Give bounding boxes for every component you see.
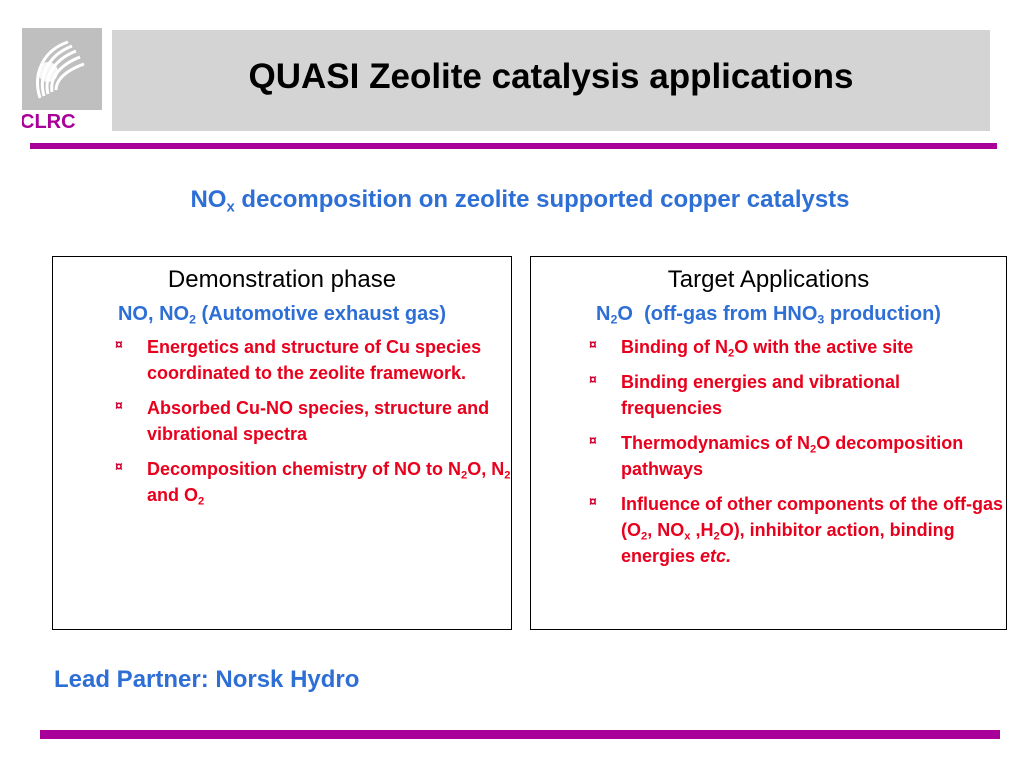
clrc-logo bbox=[22, 28, 112, 132]
text-subscript: 2 bbox=[727, 347, 735, 360]
bullet-text bbox=[589, 334, 1006, 360]
bullet-text: Binding energies and vibrational frequencies bbox=[621, 372, 901, 418]
bottom-divider bbox=[40, 730, 1000, 739]
target-applications-panel bbox=[530, 256, 1007, 630]
bullet-list bbox=[53, 334, 511, 508]
lead-partner: Lead Partner: Norsk Hydro bbox=[54, 666, 360, 693]
panel-lead bbox=[531, 302, 1006, 326]
bullet-text bbox=[589, 491, 1006, 569]
text-part: Decomposition chemistry of NO to N bbox=[147, 459, 462, 479]
bullet-text bbox=[115, 456, 511, 508]
text-subscript: 2 bbox=[713, 530, 720, 543]
bullet-icon: ¤ bbox=[589, 336, 597, 352]
slide-subtitle bbox=[0, 186, 1024, 214]
subtitle-part: decomposition on zeolite supported copper catalysts bbox=[234, 186, 850, 213]
bullet-icon: ¤ bbox=[115, 458, 123, 474]
list-item bbox=[589, 334, 1006, 360]
panel-heading: Target Applications bbox=[667, 266, 870, 293]
subtitle-part: NO bbox=[190, 186, 227, 213]
lead-part: O (off-gas from HNO bbox=[617, 303, 818, 325]
text-part: Thermodynamics of N bbox=[621, 433, 811, 453]
bullet-icon: ¤ bbox=[115, 336, 123, 352]
subtitle-subscript: x bbox=[226, 199, 235, 216]
bullet-icon: ¤ bbox=[115, 397, 123, 413]
text-italic: etc. bbox=[700, 546, 732, 566]
text-subscript: 2 bbox=[461, 469, 468, 482]
lead-subscript: 2 bbox=[610, 312, 618, 327]
bullet-text: Absorbed Cu-NO species, structure and vibrational spectra bbox=[147, 398, 490, 444]
panel-heading: Demonstration phase bbox=[167, 266, 397, 293]
text-part: O decomposition pathways bbox=[621, 433, 964, 479]
panel-lead bbox=[53, 302, 511, 326]
page-title: QUASI Zeolite catalysis applications bbox=[248, 57, 854, 96]
demonstration-panel bbox=[52, 256, 512, 630]
top-divider bbox=[30, 143, 997, 149]
lead-part: (Automotive exhaust gas) bbox=[195, 303, 447, 325]
list-item bbox=[589, 369, 1006, 421]
text-part: O), inhibitor action, binding energies bbox=[621, 520, 955, 566]
bullet-list bbox=[531, 334, 1006, 569]
list-item bbox=[589, 430, 1006, 482]
lead-part: N bbox=[596, 303, 611, 325]
text-subscript: 2 bbox=[198, 495, 205, 508]
lead-subscript: 2 bbox=[189, 312, 196, 327]
text-subscript: x bbox=[684, 530, 691, 543]
list-item bbox=[589, 491, 1006, 569]
lead-part: NO, NO bbox=[117, 303, 190, 325]
text-subscript: 2 bbox=[810, 443, 817, 456]
bullet-icon: ¤ bbox=[589, 371, 597, 387]
text-part: O, N bbox=[467, 459, 505, 479]
clrc-logo-icon bbox=[22, 28, 112, 132]
text-part: Binding of N bbox=[621, 337, 728, 357]
text-part: and O bbox=[147, 485, 199, 505]
list-item bbox=[115, 456, 511, 508]
text-subscript: 2 bbox=[504, 469, 511, 482]
text-part: , NO bbox=[647, 520, 685, 540]
bullet-icon: ¤ bbox=[589, 493, 597, 509]
text-part: O with the active site bbox=[734, 337, 914, 357]
list-item bbox=[115, 395, 511, 447]
bullet-text: Energetics and structure of Cu species coordinated to the zeolite framework. bbox=[147, 337, 482, 383]
lead-subscript: 3 bbox=[817, 312, 825, 327]
list-item bbox=[115, 334, 511, 386]
lead-part: production) bbox=[824, 303, 941, 325]
bullet-icon: ¤ bbox=[589, 432, 597, 448]
clrc-logo-text: CLRC bbox=[22, 111, 76, 132]
text-subscript: 2 bbox=[641, 530, 648, 543]
bullet-text bbox=[589, 430, 1006, 482]
text-part: ,H bbox=[690, 520, 714, 540]
text-part: Influence of other components of the off-gas (O bbox=[621, 494, 1003, 540]
